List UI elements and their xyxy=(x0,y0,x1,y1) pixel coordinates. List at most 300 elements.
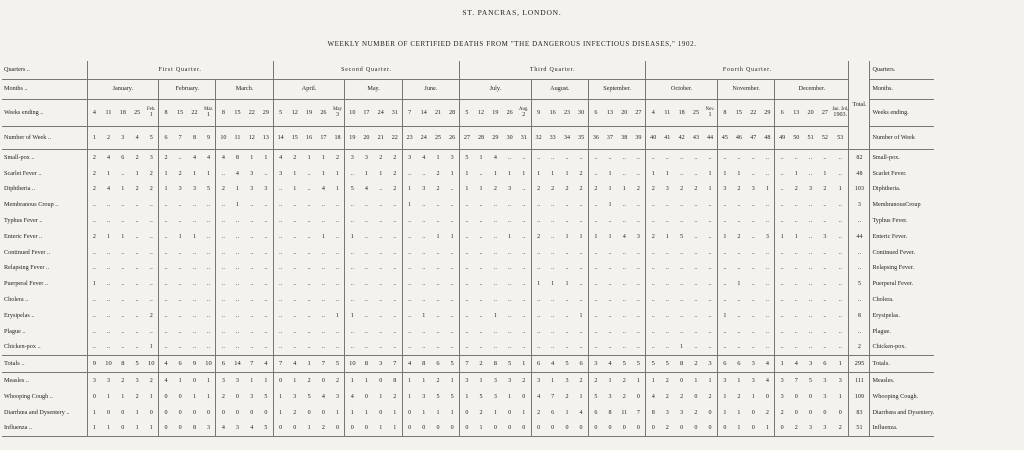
value-cell: 0 xyxy=(517,421,531,437)
value-cell: 1 xyxy=(531,276,545,292)
value-cell: 8 xyxy=(674,356,688,373)
value-cell: .. xyxy=(335,265,340,272)
value-cell: .. xyxy=(106,249,111,256)
value-cell: .. xyxy=(335,202,340,209)
value-cell: .. xyxy=(460,213,474,229)
value-cell: .. xyxy=(823,297,827,304)
value-cell: 1 xyxy=(130,421,144,437)
value-cell: .. xyxy=(775,292,789,308)
value-cell: 1 xyxy=(135,409,139,416)
disease-row-label-right: Scarlet Fever. xyxy=(872,169,907,177)
value-cell: 3 xyxy=(751,186,755,193)
week-day: 27 xyxy=(635,109,642,116)
week-number-cell: 40 xyxy=(646,127,660,150)
value-cell: .. xyxy=(250,249,254,256)
months-header-row xyxy=(2,80,934,100)
disease-row xyxy=(2,166,934,182)
value-cell: .. xyxy=(460,308,474,324)
value-cell: 1 xyxy=(207,393,211,400)
value-cell: .. xyxy=(579,202,583,209)
value-cell: .. xyxy=(178,281,182,288)
value-cell: .. xyxy=(235,297,239,304)
value-cell: 0 xyxy=(87,389,101,405)
value-cell: 2 xyxy=(708,393,712,400)
value-cell: .. xyxy=(551,154,555,161)
value-cell: .. xyxy=(588,245,602,261)
value-cell: .. xyxy=(106,281,111,288)
week-number-cell: 44 xyxy=(703,127,717,150)
other-disease-row-label-text: Whooping Cough xyxy=(4,392,49,400)
dots: .. xyxy=(30,185,36,193)
value-cell: 9 xyxy=(87,356,101,373)
value-cell: 3 xyxy=(364,154,368,161)
value-cell: .. xyxy=(794,249,798,256)
value-cell: 7 xyxy=(460,356,474,373)
value-cell: 1 xyxy=(717,166,731,182)
value-cell: .. xyxy=(809,170,813,177)
value-cell: .. xyxy=(402,213,416,229)
value-cell: 0 xyxy=(159,421,173,437)
value-cell: 1 xyxy=(364,409,368,416)
disease-row xyxy=(2,276,934,292)
week-ending-cell xyxy=(517,100,531,127)
value-cell: .. xyxy=(250,328,254,335)
value-cell: .. xyxy=(293,202,297,209)
value-cell: 2 xyxy=(579,186,583,193)
value-cell: 2 xyxy=(646,182,660,198)
value-cell: .. xyxy=(531,261,545,277)
value-cell: .. xyxy=(737,249,741,256)
value-cell: .. xyxy=(588,324,602,340)
value-cell: .. xyxy=(135,233,139,240)
value-cell: .. xyxy=(765,249,769,256)
dots: .. xyxy=(44,264,50,272)
value-cell: 1 xyxy=(144,421,158,437)
week-day: 3 xyxy=(335,112,340,119)
value-cell: 3 xyxy=(765,233,769,240)
row-total: .. xyxy=(849,324,870,340)
value-cell: .. xyxy=(765,281,769,288)
value-cell: .. xyxy=(436,312,440,319)
value-cell: 5 xyxy=(646,356,660,373)
disease-row-label-right: Plague. xyxy=(872,327,891,335)
week-day: 14 xyxy=(420,109,427,116)
month-header: November. xyxy=(717,80,774,100)
value-cell: .. xyxy=(646,213,660,229)
value-cell: 2 xyxy=(216,389,230,405)
value-cell: 1 xyxy=(522,170,526,177)
value-cell: 3 xyxy=(636,233,640,240)
week-ending-cell xyxy=(674,100,688,127)
week-day: 23 xyxy=(563,109,571,116)
disease-row-label-right: Small-pox. xyxy=(872,153,900,161)
value-cell: 3 xyxy=(293,393,297,400)
row-total: 83 xyxy=(849,405,870,421)
value-cell: 0 xyxy=(159,389,173,405)
week-ending-cell xyxy=(546,100,560,127)
value-cell: .. xyxy=(479,170,483,177)
row-total: 82 xyxy=(849,150,870,166)
week-number-cell: 46 xyxy=(732,127,746,150)
week-number-cell: 17 xyxy=(316,127,330,150)
value-cell: 2 xyxy=(789,421,803,437)
week-ending-cell xyxy=(760,100,774,127)
value-cell: .. xyxy=(838,281,842,288)
value-cell: .. xyxy=(345,276,359,292)
value-cell: 3 xyxy=(703,356,717,373)
value-cell: 2 xyxy=(660,421,674,437)
value-cell: .. xyxy=(149,297,153,304)
week-number-cell: 12 xyxy=(245,127,259,150)
value-cell: .. xyxy=(402,292,416,308)
value-cell: .. xyxy=(588,292,602,308)
row-total: 44 xyxy=(849,229,870,245)
value-cell: 3 xyxy=(531,373,545,389)
value-cell: .. xyxy=(422,218,426,225)
value-cell: .. xyxy=(508,218,512,225)
value-cell: .. xyxy=(379,218,383,225)
value-cell: .. xyxy=(608,328,612,335)
value-cell: 3 xyxy=(422,186,426,193)
value-cell: .. xyxy=(273,324,287,340)
value-cell: 0 xyxy=(503,421,517,437)
value-cell: 0 xyxy=(522,393,526,400)
week-day: 15 xyxy=(177,109,184,116)
week-day: 25 xyxy=(692,109,699,116)
row-total: 3 xyxy=(849,197,870,213)
value-cell: .. xyxy=(178,154,182,161)
value-cell: .. xyxy=(273,308,287,324)
value-cell: 2 xyxy=(579,378,583,384)
value-cell: .. xyxy=(493,281,497,288)
value-cell: .. xyxy=(794,297,798,304)
value-cell: 8 xyxy=(646,405,660,421)
value-cell: .. xyxy=(87,245,101,261)
value-cell: .. xyxy=(694,297,698,304)
value-cell: 0 xyxy=(417,421,431,437)
value-cell: 6 xyxy=(717,356,731,373)
value-cell: 0 xyxy=(207,409,211,416)
disease-row-label-text: Typhus Fever xyxy=(4,216,38,224)
value-cell: .. xyxy=(159,245,173,261)
value-cell: 2 xyxy=(522,378,526,384)
disease-row xyxy=(2,197,934,213)
value-cell: .. xyxy=(522,233,526,240)
value-cell: .. xyxy=(460,276,474,292)
value-cell: .. xyxy=(579,265,583,272)
value-cell: 1 xyxy=(364,170,368,177)
month-header: December. xyxy=(775,80,849,100)
value-cell: .. xyxy=(273,182,287,198)
value-cell: 1 xyxy=(388,421,402,437)
value-cell: .. xyxy=(402,324,416,340)
week-month: May xyxy=(333,106,342,112)
week-number-cell: 22 xyxy=(388,127,402,150)
value-cell: 1 xyxy=(402,197,416,213)
value-cell: 14 xyxy=(230,356,244,373)
value-cell: 6 xyxy=(588,405,602,421)
value-cell: .. xyxy=(364,297,368,304)
month-header: August. xyxy=(531,80,588,100)
value-cell: 7 xyxy=(388,356,402,373)
value-cell: 0 xyxy=(216,405,230,421)
value-cell: .. xyxy=(250,312,254,319)
value-cell: 2 xyxy=(531,405,545,421)
value-cell: .. xyxy=(178,344,182,351)
value-cell: .. xyxy=(717,197,731,213)
deaths-table xyxy=(2,61,934,437)
week-day: 6 xyxy=(780,109,784,116)
value-cell: 1 xyxy=(608,202,612,209)
value-cell: .. xyxy=(250,233,254,240)
value-cell: .. xyxy=(121,202,125,209)
value-cell: 3 xyxy=(250,170,254,177)
value-cell: .. xyxy=(622,328,626,335)
value-cell: .. xyxy=(809,154,813,161)
value-cell: .. xyxy=(192,202,196,209)
value-cell: .. xyxy=(694,312,698,319)
value-cell: 2 xyxy=(737,186,741,193)
value-cell: .. xyxy=(293,233,297,240)
value-cell: .. xyxy=(809,344,813,351)
week-ending-cell xyxy=(402,100,416,127)
value-cell: 0 xyxy=(838,409,842,416)
value-cell: 3 xyxy=(508,378,512,384)
value-cell: .. xyxy=(264,328,268,335)
value-cell: .. xyxy=(508,202,512,209)
disease-row xyxy=(2,182,934,198)
value-cell: .. xyxy=(636,344,640,351)
value-cell: .. xyxy=(775,213,789,229)
quarter-header: Second Quarter. xyxy=(273,61,459,80)
month-header: February. xyxy=(159,80,216,100)
value-cell: .. xyxy=(335,328,340,335)
week-ending-cell xyxy=(101,100,115,127)
value-cell: .. xyxy=(765,170,769,177)
week-number-cell: 6 xyxy=(159,127,173,150)
value-cell: 1 xyxy=(422,409,426,416)
value-cell: .. xyxy=(551,265,555,272)
quarters-label-right: Quarters. xyxy=(870,61,934,80)
value-cell: .. xyxy=(450,328,454,335)
value-cell: .. xyxy=(479,328,483,335)
value-cell: .. xyxy=(665,202,669,209)
week-ending-cell xyxy=(703,100,717,127)
value-cell: .. xyxy=(622,281,626,288)
value-cell: .. xyxy=(216,292,230,308)
value-cell: 1 xyxy=(345,229,359,245)
week-number-cell: 15 xyxy=(288,127,302,150)
value-cell: .. xyxy=(149,249,153,256)
value-cell: .. xyxy=(192,281,196,288)
value-cell: 0 xyxy=(159,405,173,421)
week-ending-cell xyxy=(288,100,302,127)
value-cell: .. xyxy=(149,281,153,288)
value-cell: .. xyxy=(680,281,684,288)
value-cell: 4 xyxy=(106,154,111,161)
value-cell: .. xyxy=(823,312,827,319)
value-cell: 5 xyxy=(259,421,273,437)
row-total: .. xyxy=(849,292,870,308)
disease-row-label-right: Erysipelas. xyxy=(872,311,900,319)
week-number-cell: 1 xyxy=(87,127,101,150)
dots: .. xyxy=(19,360,25,367)
value-cell: 2 xyxy=(149,186,153,193)
value-cell: .. xyxy=(307,202,311,209)
value-cell: .. xyxy=(216,166,230,182)
value-cell: .. xyxy=(751,312,755,319)
disease-row xyxy=(2,150,934,166)
value-cell: 0 xyxy=(273,373,287,389)
value-cell: 1 xyxy=(250,378,254,384)
value-cell: 0 xyxy=(708,409,712,416)
value-cell: .. xyxy=(636,170,640,177)
value-cell: 1 xyxy=(608,233,612,240)
week-number-cell: 14 xyxy=(273,127,287,150)
value-cell: .. xyxy=(135,312,139,319)
value-cell: 3 xyxy=(565,378,569,384)
other-disease-row-label-right: Influenza. xyxy=(870,421,934,437)
value-cell: .. xyxy=(207,344,211,351)
dots: .. xyxy=(27,424,33,432)
value-cell: 0 xyxy=(809,409,813,416)
value-cell: 1 xyxy=(364,378,368,384)
value-cell: .. xyxy=(273,197,287,213)
disease-row-label xyxy=(2,166,87,182)
week-day: 13 xyxy=(793,109,800,116)
week-number-cell: 45 xyxy=(717,127,731,150)
dots: .. xyxy=(22,85,28,93)
value-cell: .. xyxy=(608,344,612,351)
value-cell: .. xyxy=(192,312,196,319)
disease-row-label-right: Chicken-pox. xyxy=(872,343,906,351)
value-cell: 1 xyxy=(737,281,741,288)
page-subtitle: WEEKLY NUMBER OF CERTIFIED DEATHS FROM "THE DANGEROUS INFECTIOUS DISEASES," 1902. xyxy=(327,40,697,48)
value-cell: 1 xyxy=(551,281,555,288)
value-cell: 1 xyxy=(450,233,454,240)
value-cell: .. xyxy=(838,297,842,304)
disease-row-label-text: Erysipelas xyxy=(4,311,30,319)
value-cell: .. xyxy=(159,229,173,245)
month-header: July. xyxy=(460,80,532,100)
value-cell: 0 xyxy=(178,393,182,400)
value-cell: .. xyxy=(565,218,569,225)
value-cell: 1 xyxy=(565,281,569,288)
week-day: 21 xyxy=(434,109,442,116)
value-cell: .. xyxy=(809,218,813,225)
disease-row-label-text: Chicken-pox xyxy=(4,343,36,351)
value-cell: .. xyxy=(450,218,454,225)
value-cell: 3 xyxy=(818,421,832,437)
week-day: 6 xyxy=(594,109,598,116)
value-cell: .. xyxy=(307,186,311,193)
value-cell: .. xyxy=(364,202,368,209)
value-cell: .. xyxy=(588,166,602,182)
value-cell: .. xyxy=(321,344,325,351)
other-disease-row xyxy=(2,389,934,405)
dots: .. xyxy=(53,201,59,209)
value-cell: 5 xyxy=(809,378,813,384)
value-cell: .. xyxy=(608,218,612,225)
week-ending-cell xyxy=(388,100,402,127)
week-ending-cell xyxy=(417,100,431,127)
value-cell: 1 xyxy=(493,312,497,319)
week-ending-cell xyxy=(159,100,173,127)
week-number-cell: 3 xyxy=(116,127,130,150)
value-cell: 2 xyxy=(121,378,125,384)
value-cell: .. xyxy=(121,328,125,335)
value-cell: 1 xyxy=(579,393,583,400)
value-cell: .. xyxy=(838,344,842,351)
value-cell: .. xyxy=(751,202,755,209)
value-cell: 6 xyxy=(574,356,588,373)
value-cell: 0 xyxy=(636,393,640,400)
value-cell: 8 xyxy=(116,356,130,373)
value-cell: .. xyxy=(264,170,268,177)
value-cell: .. xyxy=(307,328,311,335)
week-day: 8 xyxy=(164,109,168,116)
value-cell: 1 xyxy=(717,405,731,421)
value-cell: .. xyxy=(737,218,741,225)
value-cell: 3 xyxy=(493,378,497,384)
value-cell: .. xyxy=(345,324,359,340)
row-total: 111 xyxy=(849,373,870,389)
value-cell: .. xyxy=(717,292,731,308)
value-cell: .. xyxy=(264,297,268,304)
value-cell: .. xyxy=(422,281,426,288)
value-cell: .. xyxy=(809,265,813,272)
value-cell: .. xyxy=(608,297,612,304)
value-cell: .. xyxy=(121,249,125,256)
dots: .. xyxy=(25,65,30,73)
week-ending-cell xyxy=(230,100,244,127)
disease-row-label-text: Enteric Fever xyxy=(4,232,38,240)
value-cell: .. xyxy=(273,276,287,292)
value-cell: .. xyxy=(493,202,497,209)
value-cell: .. xyxy=(775,308,789,324)
value-cell: 0 xyxy=(445,421,459,437)
value-cell: .. xyxy=(622,297,626,304)
row-total: 109 xyxy=(849,389,870,405)
value-cell: 1 xyxy=(87,405,101,421)
value-cell: .. xyxy=(522,281,526,288)
value-cell: .. xyxy=(87,197,101,213)
value-cell: .. xyxy=(379,265,383,272)
value-cell: 0 xyxy=(460,421,474,437)
value-cell: .. xyxy=(579,249,583,256)
value-cell: 2 xyxy=(87,229,101,245)
value-cell: 1 xyxy=(192,393,196,400)
week-number-cell: 21 xyxy=(374,127,388,150)
value-cell: 1 xyxy=(159,166,173,182)
value-cell: .. xyxy=(393,344,397,351)
value-cell: 0 xyxy=(116,421,130,437)
value-cell: 2 xyxy=(307,378,311,384)
totals-row-label xyxy=(2,356,87,373)
dots: .. xyxy=(46,133,51,141)
value-cell: 3 xyxy=(460,373,474,389)
row-total: .. xyxy=(849,213,870,229)
value-cell: .. xyxy=(694,154,698,161)
value-cell: 0 xyxy=(307,409,311,416)
value-cell: 3 xyxy=(178,186,182,193)
value-cell: .. xyxy=(680,249,684,256)
value-cell: 2 xyxy=(588,373,602,389)
value-cell: 1 xyxy=(608,378,612,384)
value-cell: 0 xyxy=(273,421,287,437)
value-cell: 2 xyxy=(694,186,698,193)
week-day: 15 xyxy=(735,109,742,116)
